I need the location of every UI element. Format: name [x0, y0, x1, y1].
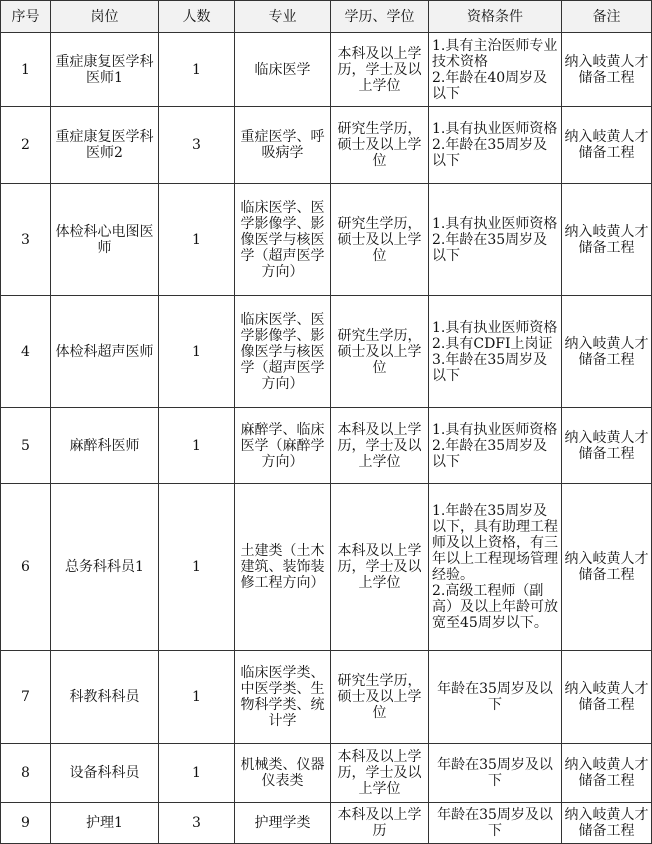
header-no: 序号: [1, 1, 51, 33]
row-no: 5: [1, 408, 51, 484]
header-count: 人数: [159, 1, 235, 33]
row-requirements: [429, 184, 562, 296]
row-count: 1: [159, 744, 235, 803]
row-count: 1: [159, 484, 235, 651]
row-no: 9: [1, 803, 51, 844]
row-education: 研究生学历，硕士及以上学位: [331, 296, 429, 408]
table-row: [1, 184, 652, 296]
table-row: [1, 744, 652, 803]
requirement-item: 1.具有执业医师资格: [432, 319, 558, 336]
row-position: 体检科心电图医师: [51, 184, 159, 296]
header-requirements: 资格条件: [429, 1, 562, 33]
row-requirements: [429, 296, 562, 408]
row-requirements: [429, 33, 562, 107]
row-count: 1: [159, 408, 235, 484]
row-remark: 纳入岐黄人才储备工程: [562, 744, 652, 803]
requirement-item: 1.年龄在35周岁及以下，具有助理工程师及以上资格，有三年以上工程现场管理经验。: [432, 503, 558, 583]
header-education: 学历、学位: [331, 1, 429, 33]
row-requirements: [429, 408, 562, 484]
row-education: 研究生学历，硕士及以上学位: [331, 107, 429, 184]
row-count: 1: [159, 33, 235, 107]
row-position: 麻醉科医师: [51, 408, 159, 484]
header-major: 专业: [235, 1, 331, 33]
row-position: 体检科超声医师: [51, 296, 159, 408]
row-education: 本科及以上学历: [331, 803, 429, 844]
row-education: 本科及以上学历，学士及以上学位: [331, 744, 429, 803]
table-row: [1, 484, 652, 651]
row-education: 研究生学历，硕士及以上学位: [331, 651, 429, 744]
row-remark: 纳入岐黄人才储备工程: [562, 296, 652, 408]
row-position: 科教科科员: [51, 651, 159, 744]
row-requirements: [429, 744, 562, 803]
row-remark: 纳入岐黄人才储备工程: [562, 651, 652, 744]
row-count: 1: [159, 651, 235, 744]
row-position: 重症康复医学科医师2: [51, 107, 159, 184]
row-requirements: [429, 651, 562, 744]
row-education: 本科及以上学历，学士及以上学位: [331, 33, 429, 107]
row-count: 1: [159, 296, 235, 408]
table-row: [1, 408, 652, 484]
row-remark: 纳入岐黄人才储备工程: [562, 107, 652, 184]
row-education: 本科及以上学历，学士及以上学位: [331, 484, 429, 651]
row-no: 7: [1, 651, 51, 744]
row-major: 机械类、仪器仪表类: [235, 744, 331, 803]
row-education: 本科及以上学历，学士及以上学位: [331, 408, 429, 484]
table-header-row: [1, 1, 652, 33]
table-row: [1, 33, 652, 107]
row-requirements: [429, 803, 562, 844]
requirement-item: 2.年龄在35周岁及以下: [432, 437, 548, 470]
row-education: 研究生学历，硕士及以上学位: [331, 184, 429, 296]
row-position: 设备科科员: [51, 744, 159, 803]
row-position: 护理1: [51, 803, 159, 844]
row-major: 麻醉学、临床医学（麻醉学方向）: [235, 408, 331, 484]
requirement-item: 2.高级工程师（副高）及以上年龄可放宽至45周岁以下。: [432, 583, 558, 631]
requirement-item: 年龄在35周岁及以下: [437, 807, 553, 839]
requirement-item: 3.年龄在35周岁及以下: [432, 351, 548, 384]
row-count: 3: [159, 803, 235, 844]
row-major: 临床医学: [235, 33, 331, 107]
row-remark: 纳入岐黄人才储备工程: [562, 484, 652, 651]
row-remark: 纳入岐黄人才储备工程: [562, 184, 652, 296]
table-row: [1, 296, 652, 408]
row-count: 3: [159, 107, 235, 184]
row-requirements: [429, 484, 562, 651]
row-no: 6: [1, 484, 51, 651]
row-no: 4: [1, 296, 51, 408]
row-position: 总务科科员1: [51, 484, 159, 651]
row-remark: 纳入岐黄人才储备工程: [562, 33, 652, 107]
row-major: 临床医学、医学影像学、影像医学与核医学（超声医学方向）: [235, 296, 331, 408]
requirement-item: 2.年龄在35周岁及以下: [432, 137, 548, 169]
row-count: 1: [159, 184, 235, 296]
row-major: 护理学类: [235, 803, 331, 844]
row-requirements: [429, 107, 562, 184]
header-position: 岗位: [51, 1, 159, 33]
row-major: 临床医学类、中医学类、生物科学类、统计学: [235, 651, 331, 744]
requirement-item: 2.具有CDFI上岗证: [432, 335, 553, 352]
requirement-item: 年龄在35周岁及以下: [437, 681, 553, 713]
row-no: 8: [1, 744, 51, 803]
row-remark: 纳入岐黄人才储备工程: [562, 408, 652, 484]
table-row: [1, 107, 652, 184]
row-no: 1: [1, 33, 51, 107]
table-row: [1, 803, 652, 844]
requirement-item: 1.具有执业医师资格: [432, 215, 558, 232]
header-remark: 备注: [562, 1, 652, 33]
requirement-item: 2.年龄在40周岁及以下: [432, 69, 548, 102]
row-position: 重症康复医学科医师1: [51, 33, 159, 107]
row-no: 2: [1, 107, 51, 184]
requirement-item: 2.年龄在35周岁及以下: [432, 231, 548, 264]
row-major: 重症医学、呼吸病学: [235, 107, 331, 184]
table-row: [1, 651, 652, 744]
requirement-item: 年龄在35周岁及以下: [437, 757, 553, 789]
requirement-item: 1.具有执业医师资格: [432, 121, 558, 137]
row-remark: 纳入岐黄人才储备工程: [562, 803, 652, 844]
row-major: 土建类（土木建筑、装饰装修工程方向）: [235, 484, 331, 651]
row-major: 临床医学、医学影像学、影像医学与核医学（超声医学方向）: [235, 184, 331, 296]
row-no: 3: [1, 184, 51, 296]
requirement-item: 1.具有主治医师专业技术资格: [432, 37, 558, 70]
requirement-item: 1.具有执业医师资格: [432, 421, 558, 438]
